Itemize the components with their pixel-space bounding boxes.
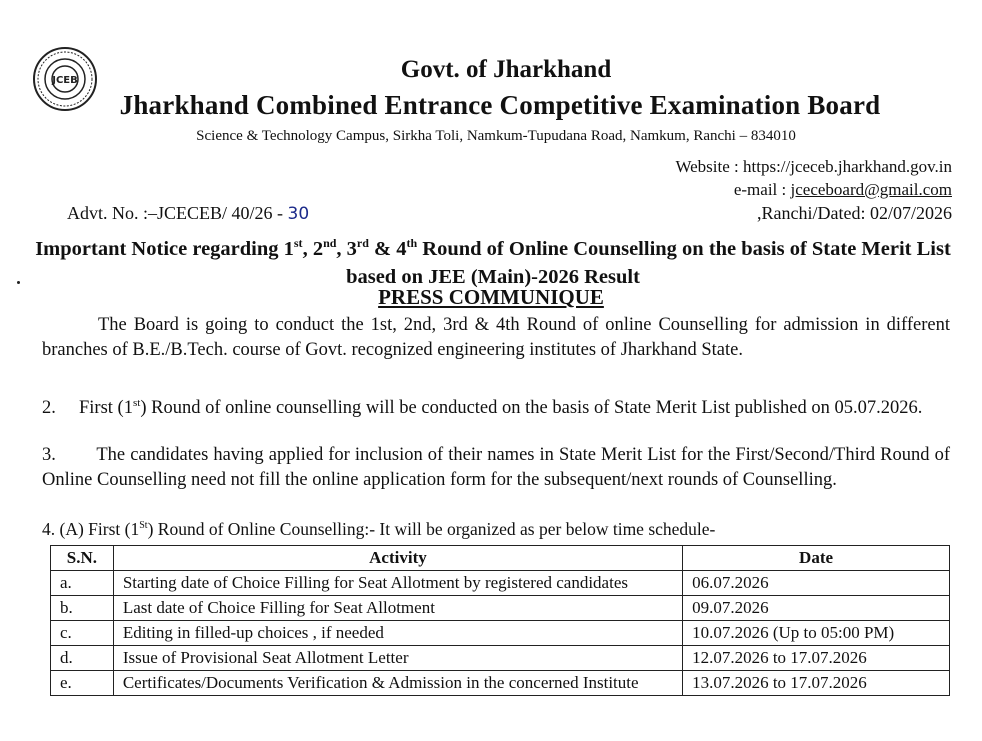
press-communique-heading: PRESS COMMUNIQUE [378,285,604,309]
row-activity: Starting date of Choice Filling for Seat Allotment by registered candidates [113,571,682,596]
header-activity: Activity [113,546,682,571]
row-activity: Certificates/Documents Verification & Admission in the concerned Institute [113,671,682,696]
email-line [734,180,952,200]
row-date: 06.07.2026 [683,571,950,596]
dated-line: ,Ranchi/Dated: 02/07/2026 [757,203,952,223]
row-date: 09.07.2026 [683,596,950,621]
header-date: Date [683,546,950,571]
row-activity: Issue of Provisional Seat Allotment Letter [113,646,682,671]
row-sn: d. [51,646,114,671]
email-link[interactable]: jceceboard@gmail.com [790,180,952,199]
board-address: Science & Technology Campus, Sirkha Toli, Namkum-Tupudana Road, Namkum, Ranchi – 834010 [196,128,796,144]
table-row [51,646,950,671]
advt-label: Advt. No. :–JCECEB/ 40/26 - [67,203,284,223]
row-date: 13.07.2026 to 17.07.2026 [683,671,950,696]
row-activity: Last date of Choice Filling for Seat Allotment [113,596,682,621]
row-sn: b. [51,596,114,621]
website-link[interactable]: https://jceceb.jharkhand.gov.in [743,157,952,176]
table-header-row [51,546,950,571]
row-activity: Editing in filled-up choices , if needed [113,621,682,646]
website-label: Website : [675,157,739,176]
scan-speck [17,281,20,284]
table-row [51,621,950,646]
schedule-table [50,545,950,696]
paragraph-1: The Board is going to conduct the 1st, 2nd, 3rd & 4th Round of online Counselling for admission in different branches of B.E./B.Tech. course of Govt. recognized engineering institutes of Jharkhand State. [42,315,950,360]
email-label: e-mail : [733,180,787,199]
table-row [51,671,950,696]
website-line [675,157,952,177]
schedule-heading: 4. (A) First (1St) Round of Online Counselling:- It will be organized as per below time schedule- [42,519,716,539]
table-row [51,596,950,621]
seal-text: JCEB [52,75,78,86]
notice-title: Important Notice regarding 1st, 2nd, 3rd & 4th Round of Online Counselling on the basis of State Merit List based on JEE (Main)-2026 Result [35,236,951,288]
row-date: 10.07.2026 (Up to 05:00 PM) [683,621,950,646]
handwritten-number: 30 [287,204,310,224]
paragraph-3: 3. The candidates having applied for inclusion of their names in State Merit List for the First/Second/Third Round of Online Counselling need not fill the online application form for the subsequent/next rounds of Counselling. [42,445,950,490]
board-name: Jharkhand Combined Entrance Competitive Examination Board [119,90,881,120]
advt-number [67,203,309,224]
row-sn: a. [51,571,114,596]
header-sn: S.N. [51,546,114,571]
row-sn: e. [51,671,114,696]
row-sn: c. [51,621,114,646]
table-row [51,571,950,596]
govt-heading: Govt. of Jharkhand [400,56,612,83]
row-date: 12.07.2026 to 17.07.2026 [683,646,950,671]
paragraph-2: 2. First (1st) Round of online counselling will be conducted on the basis of State Merit List published on 05.07.2026. [42,397,923,419]
